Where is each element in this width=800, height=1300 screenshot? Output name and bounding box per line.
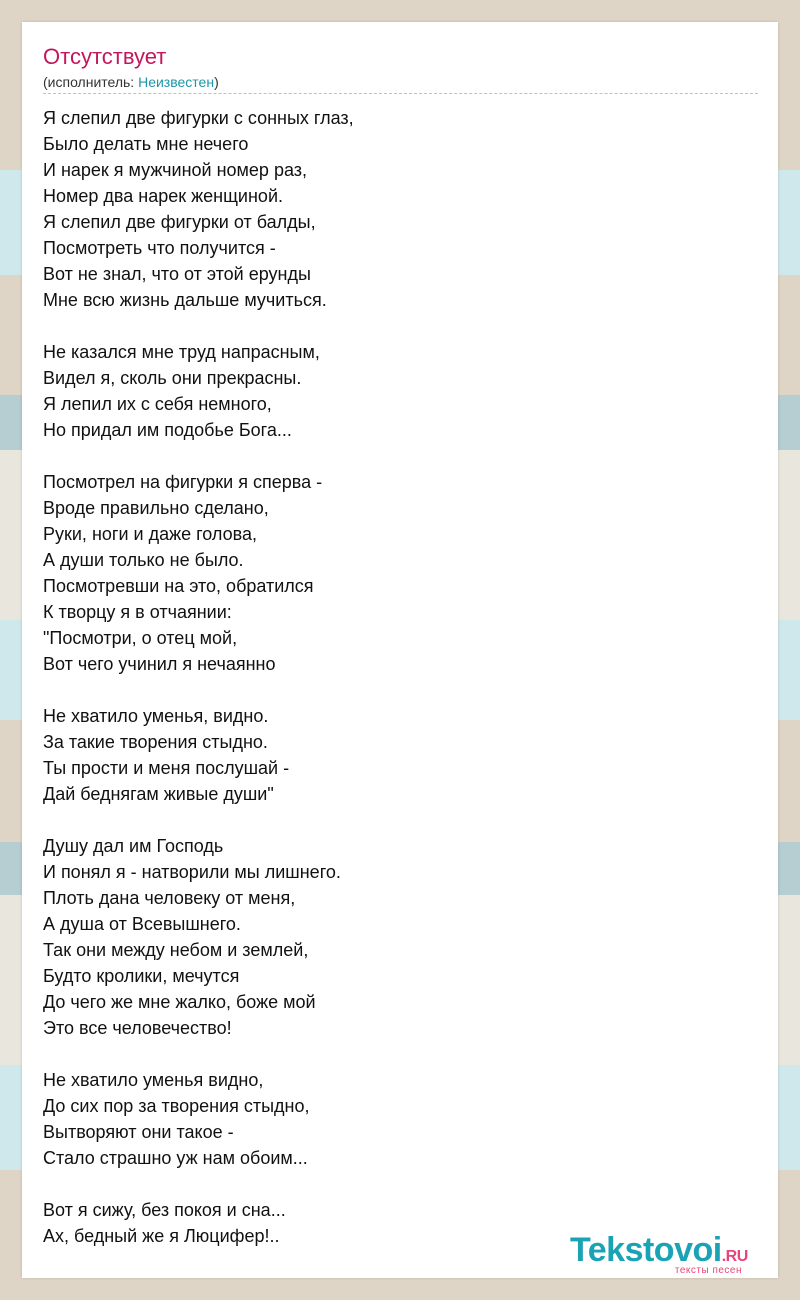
stanza-break (43, 1041, 758, 1067)
lyric-line: Посмотревши на это, обратился (43, 576, 314, 596)
lyrics-text (43, 105, 758, 1249)
lyric-line: Я слепил две фигурки с сонных глаз, (43, 108, 354, 128)
tekstovoi-logo[interactable] (570, 1232, 776, 1278)
artist-suffix: ) (214, 74, 219, 90)
logo-name: Tekstovoi (570, 1231, 722, 1269)
lyric-line: За такие творения стыдно. (43, 732, 268, 752)
lyrics-card (22, 22, 778, 1278)
lyric-line: Руки, ноги и даже голова, (43, 524, 258, 544)
stanza-break (43, 1171, 758, 1197)
stanza-break (43, 313, 758, 339)
lyric-line: Вот не знал, что от этой ерунды (43, 264, 311, 284)
logo-tld: .RU (721, 1248, 748, 1265)
lyric-line: Стало страшно уж нам обоим... (43, 1148, 308, 1168)
lyric-line: Ты прости и меня послушай - (43, 758, 290, 778)
lyric-line: Дай беднягам живые души" (43, 784, 274, 804)
lyric-line: Так они между небом и землей, (43, 940, 309, 960)
artist-prefix: (исполнитель: (43, 74, 139, 90)
lyric-line: Ах, бедный же я Люцифер!.. (43, 1226, 280, 1246)
lyric-line: Душу дал им Господь (43, 836, 224, 856)
lyric-line: Будто кролики, мечутся (43, 966, 240, 986)
lyric-line: К творцу я в отчаянии: (43, 602, 232, 622)
lyric-line: Номер два нарек женщиной. (43, 186, 283, 206)
stanza-break (43, 807, 758, 833)
lyric-line: Вот я сижу, без покоя и сна... (43, 1200, 286, 1220)
lyric-line: И нарек я мужчиной номер раз, (43, 160, 308, 180)
lyric-line: Посмотрел на фигурки я сперва - (43, 472, 323, 492)
lyric-line: И понял я - натворили мы лишнего. (43, 862, 341, 882)
lyric-line: Посмотреть что получится - (43, 238, 276, 258)
lyric-line: Я лепил их с себя немного, (43, 394, 272, 414)
song-title: Отсутствует (43, 44, 167, 69)
lyric-line: Мне всю жизнь дальше мучиться. (43, 290, 327, 310)
lyric-line: А душа от Всевышнего. (43, 914, 241, 934)
stanza-break (43, 677, 758, 703)
artist-link[interactable]: Неизвестен (138, 74, 215, 90)
lyric-line: Вытворяют они такое - (43, 1122, 234, 1142)
lyric-line: До сих пор за творения стыдно, (43, 1096, 310, 1116)
lyric-line: Вот чего учинил я нечаянно (43, 654, 276, 674)
lyric-line: "Посмотри, о отец мой, (43, 628, 238, 648)
lyric-line: Но придал им подобье Бога... (43, 420, 292, 440)
lyric-line: Не хватило уменья видно, (43, 1070, 264, 1090)
stanza-break (43, 443, 758, 469)
lyric-line: А души только не было. (43, 550, 244, 570)
lyric-line: Это все человечество! (43, 1018, 232, 1038)
lyric-line: Видел я, сколь они прекрасны. (43, 368, 302, 388)
lyric-line: До чего же мне жалко, боже мой (43, 992, 316, 1012)
lyric-line: Плоть дана человеку от меня, (43, 888, 296, 908)
lyric-line: Я слепил две фигурки от балды, (43, 212, 316, 232)
lyric-line: Вроде правильно сделано, (43, 498, 269, 518)
lyric-line: Не хватило уменья, видно. (43, 706, 269, 726)
lyric-line: Было делать мне нечего (43, 134, 249, 154)
lyric-line: Не казался мне труд напрасным, (43, 342, 320, 362)
logo-tagline: тексты песен (674, 1265, 742, 1276)
logo-wordmark (570, 1232, 776, 1275)
artist-line (43, 73, 758, 94)
